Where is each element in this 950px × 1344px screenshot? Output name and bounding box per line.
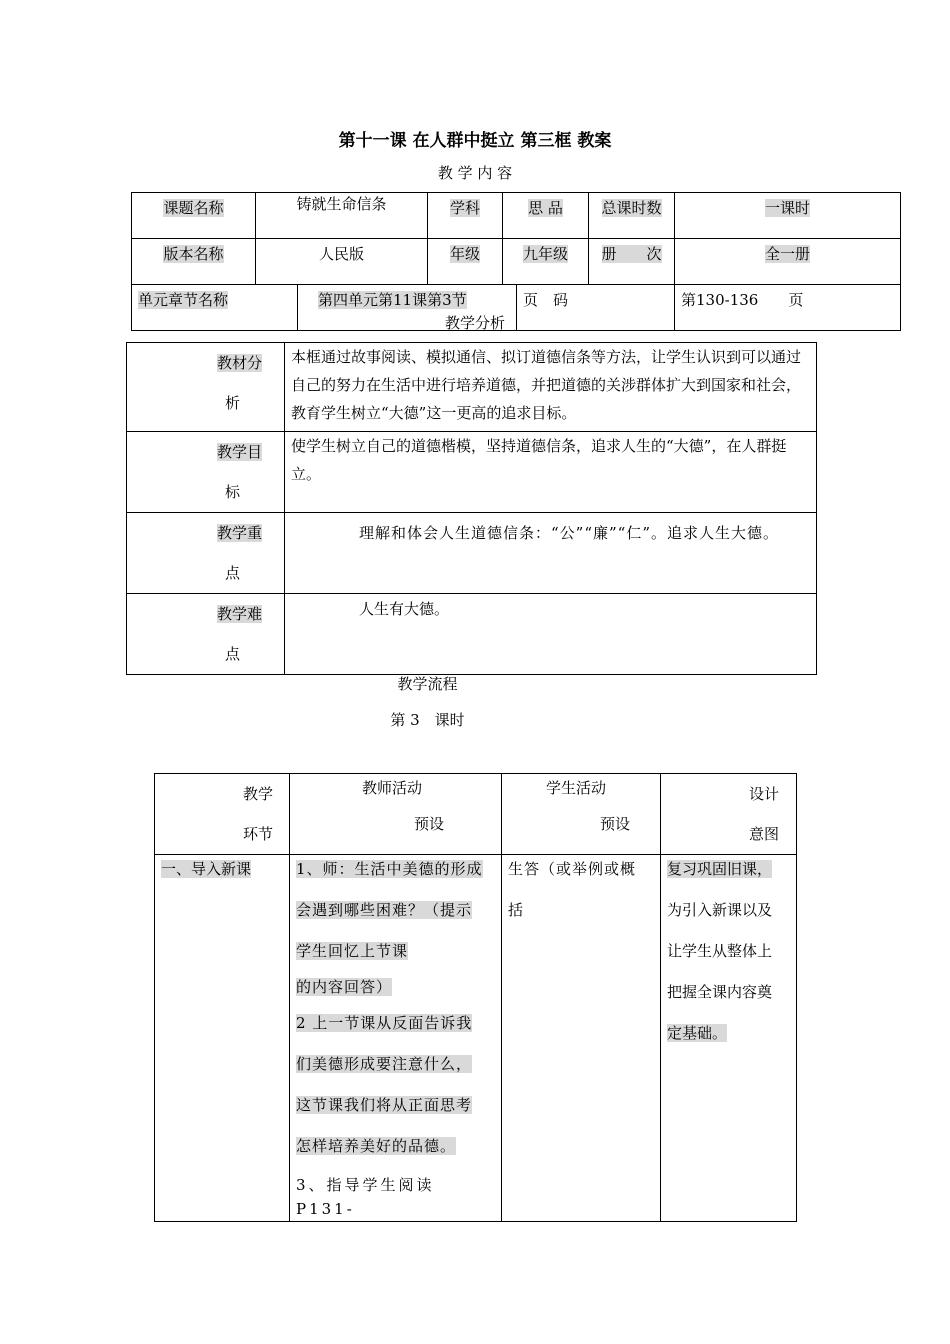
- course-name-label: 课题名称: [132, 193, 256, 239]
- analysis-row: [127, 594, 817, 675]
- section-heading-flow: 教学流程: [397, 675, 458, 693]
- flow-stage: 一、导入新课: [155, 855, 290, 1222]
- course-name-value: 铸就生命信条: [256, 193, 428, 239]
- edition-value: 人民版: [256, 239, 428, 285]
- analysis-label: 教学目 标: [127, 432, 285, 513]
- flow-intent: 复习巩固旧课， 为引入新课以及 让学生从整体上 把握全课内容奠 定基础。: [661, 855, 797, 1222]
- flow-header-student: 学生活动 预设: [502, 774, 661, 855]
- flow-header-stage: 教学 环节: [155, 774, 290, 855]
- analysis-content: 人生有大德。: [285, 594, 817, 675]
- analysis-label: 教学重 点: [127, 513, 285, 594]
- analysis-row: [127, 432, 817, 513]
- analysis-content: 使学生树立自己的道德楷模，坚持道德信条，追求人生的“大德”，在人群挺立。: [285, 432, 817, 513]
- total-hours-value: 一课时: [675, 193, 901, 239]
- volume-value: 全一册: [675, 239, 901, 285]
- page-value: 第130-136 页: [675, 285, 901, 331]
- edition-label: 版本名称: [132, 239, 256, 285]
- grade-value: 九年级: [503, 239, 589, 285]
- flow-row: [155, 855, 797, 1222]
- analysis-label: 教材分 析: [127, 343, 285, 432]
- analysis-label: 教学难 点: [127, 594, 285, 675]
- flow-teacher: 1、师：生活中美德的形成 会遇到哪些困难？（提示 学生回忆上节课 的内容回答） 2 上一节课从反面告诉我 们美德形成要注意什么， 这节课我们将从正面思考 怎样培养美好的品德。 3、指导学生阅读 P131-: [290, 855, 502, 1222]
- volume-label: 册 次: [589, 239, 675, 285]
- grade-label: 年级: [428, 239, 503, 285]
- flow-header-teacher: 教师活动 预设: [290, 774, 502, 855]
- flow-table: [154, 773, 797, 1222]
- subject-label: 学科: [428, 193, 503, 239]
- page-title: 第十一课 在人群中挺立 第三框 教案: [338, 131, 612, 151]
- section-heading-analysis: 教学分析: [444, 314, 505, 332]
- analysis-table: [126, 342, 817, 675]
- info-table: [131, 192, 901, 331]
- analysis-row: [127, 513, 817, 594]
- flow-header-row: [155, 774, 797, 855]
- chapter-value: 第四单元第11课第3节: [298, 285, 517, 331]
- flow-header-intent: 设计 意图: [661, 774, 797, 855]
- flow-student: 生答（或举例或概 括: [502, 855, 661, 1222]
- total-hours-label: 总课时数: [589, 193, 675, 239]
- lesson-number: 第 3 课时: [390, 711, 465, 729]
- analysis-content: 本框通过故事阅读、模拟通信、拟订道德信条等方法，让学生认识到可以通过自己的努力在生活中进行培养道德，并把道德的关涉群体扩大到国家和社会，教育学生树立“大德”这一更高的追求目标。: [285, 343, 817, 432]
- chapter-label: 单元章节名称: [132, 285, 298, 331]
- analysis-row: [127, 343, 817, 432]
- analysis-content: 理解和体会人生道德信条：“公”“廉”“仁”。追求人生大德。: [285, 513, 817, 594]
- section-heading-content: 教 学 内 容: [437, 164, 513, 182]
- page-label: 页 码: [517, 285, 675, 331]
- subject-value: 思 品: [503, 193, 589, 239]
